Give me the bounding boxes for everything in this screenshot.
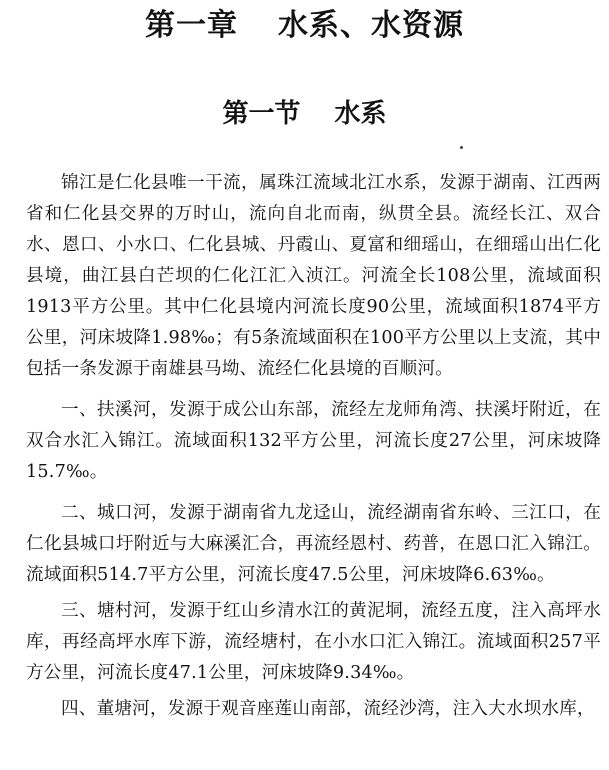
paragraph-fuxi-river: 一、扶溪河，发源于成公山东部，流经左龙师角湾、扶溪圩附近，在双合水汇入锦江。流域面积132平方公里，河流长度27公里，河床坡降15.7‰。	[26, 400, 601, 482]
scan-speck	[460, 146, 463, 149]
chapter-number: 第一章	[145, 8, 238, 43]
paragraph-dongtang-river: 四、董塘河，发源于观音座莲山南部，流经沙湾，注入大水坝水库，	[61, 699, 595, 719]
paragraph-jinjiang-overview: 锦江是仁化县唯一干流，属珠江流域北江水系，发源于湖南、江西两省和仁化县交界的万时山，流向自北而南，纵贯全县。流经长江、双合水、恩口、小水口、仁化县城、丹霞山、夏富和细瑶山，在细瑶山出仁化县境，曲江县白芒坝的仁化江汇入浈江。河流全长108公里，流域面积1913平方公里。其中仁化县境内河流长度90公里，流域面积1874平方公里，河床坡降1.98‰；有5条流域面积在100平方公里以上支流，其中包括一条发源于南雄县马坳、流经仁化县境的百顺河。	[26, 173, 601, 379]
paragraph-chengkou-river: 二、城口河，发源于湖南省九龙迳山，流经湖南省东岭、三江口，在仁化县城口圩附近与大麻溪汇合，再流经恩村、药普，在恩口汇入锦江。流域面积514.7平方公里，河流长度47.5公里，河床坡降6.63‰。	[26, 503, 601, 585]
paragraph-tangcun-river: 三、塘村河，发源于红山乡清水江的黄泥垌，流经五度，注入高坪水库，再经高坪水库下游，流经塘村，在小水口汇入锦江。流域面积257平方公里，河流长度47.1公里，河床坡降9.34‰。	[26, 601, 601, 683]
section-title: 水系	[334, 99, 387, 129]
chapter-heading	[0, 8, 609, 44]
section-heading	[0, 98, 609, 130]
body-text	[26, 168, 601, 725]
section-number: 第一节	[222, 99, 301, 129]
chapter-title: 水系、水资源	[278, 8, 464, 43]
